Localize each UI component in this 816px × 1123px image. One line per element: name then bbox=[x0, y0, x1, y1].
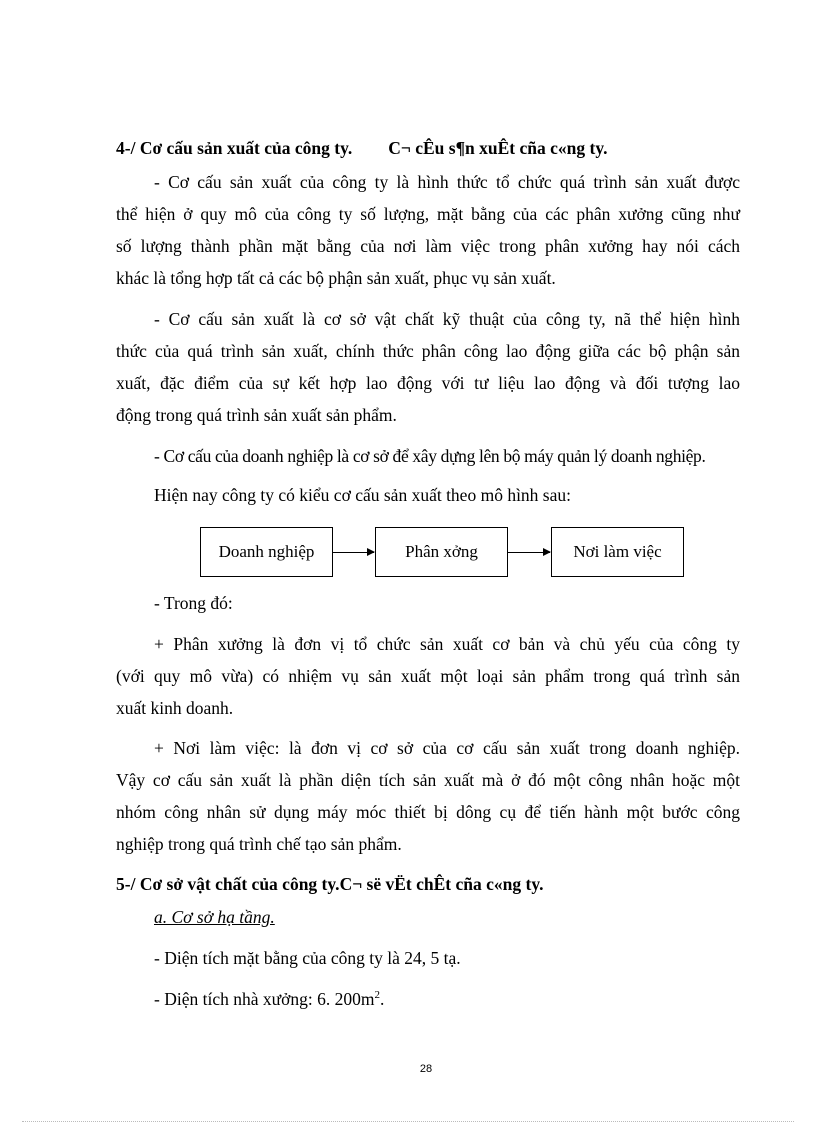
diagram-box-enterprise: Doanh nghiệp bbox=[200, 527, 333, 577]
section-4-number: 4-/ bbox=[116, 138, 136, 158]
section-5-garbled-title: C¬ së vËt chÊt cña c«ng ty. bbox=[339, 874, 544, 894]
section-4-garbled-title: C¬ cÊu s¶n xuÊt cña c«ng ty. bbox=[388, 138, 608, 158]
page-bottom-rule bbox=[22, 1121, 794, 1122]
paragraph-line: - Diện tích mặt bằng của công ty là 24, 5 tạ. bbox=[154, 948, 461, 968]
diagram-box-workshop: Phân xởng bbox=[375, 527, 508, 577]
paragraph-line: động trong quá trình sản xuất sản phẩm. bbox=[116, 405, 397, 425]
paragraph-line: nghiệp trong quá trình chế tạo sản phẩm. bbox=[116, 834, 402, 854]
paragraph-line: + Phân xưởng là đơn vị tổ chức sản xuất cơ bản và chủ yếu của công ty bbox=[154, 634, 740, 654]
paragraph-line: khác là tổng hợp tất cả các bộ phận sản xuất, phục vụ sản xuất. bbox=[116, 268, 556, 288]
paragraph-line: Vậy cơ cấu sản xuất là phần diện tích sản xuất mà ở đó một công nhân hoặc một bbox=[116, 770, 740, 790]
page-number: 28 bbox=[419, 1063, 433, 1075]
section-4-heading bbox=[116, 137, 740, 159]
section-5-title: Cơ sở vật chất của công ty. bbox=[139, 874, 340, 894]
diagram-arrow bbox=[508, 552, 550, 553]
paragraph-line: thức của quá trình sản xuất, chính thức phân công lao động giữa các bộ phận sản bbox=[116, 341, 740, 361]
paragraph-line: số lượng thành phần mặt bằng của nơi làm việc trong phân xưởng hay nói cách bbox=[116, 236, 740, 256]
section-4-title: Cơ cấu sản xuất của công ty. bbox=[139, 138, 353, 158]
paragraph-line: + Nơi làm việc: là đơn vị cơ sở của cơ cấu sản xuất trong doanh nghiệp. bbox=[154, 738, 740, 758]
paragraph-line: thể hiện ở quy mô của công ty số lượng, mặt bằng của các phân xưởng cũng như bbox=[116, 204, 740, 224]
trailing-period: . bbox=[379, 989, 385, 1009]
paragraph-line bbox=[154, 988, 740, 1010]
paragraph-line: Hiện nay công ty có kiểu cơ cấu sản xuất theo mô hình sau: bbox=[154, 485, 571, 505]
subsection-a-heading bbox=[154, 906, 740, 928]
paragraph-line: (với quy mô vừa) có nhiệm vụ sản xuất một loại sản phẩm trong quá trình sản bbox=[116, 666, 740, 686]
superscript: 2 bbox=[374, 989, 380, 1002]
paragraph-line: xuất, đặc điểm của sự kết hợp lao động với tư liệu lao động và đối tượng lao bbox=[116, 373, 740, 393]
subsection-a-title: a. Cơ sở hạ tầng. bbox=[154, 907, 275, 927]
section-5-number: 5-/ bbox=[116, 874, 136, 894]
paragraph-line: - Trong đó: bbox=[154, 593, 233, 613]
section-5-heading bbox=[116, 873, 740, 895]
paragraph-line: - Cơ cấu sản xuất là cơ sở vật chất kỹ thuật của công ty, nã thể hiện hình bbox=[154, 309, 740, 329]
production-structure-diagram bbox=[198, 527, 686, 579]
paragraph-line: - Cơ cấu sản xuất của công ty là hình thức tổ chức quá trình sản xuất được bbox=[154, 172, 740, 192]
diagram-box-workplace: Nơi làm việc bbox=[551, 527, 684, 577]
diagram-arrow bbox=[333, 552, 374, 553]
paragraph-line: nhóm công nhân sử dụng máy móc thiết bị dông cụ để tiến hành một bước công bbox=[116, 802, 740, 822]
paragraph-line: - Cơ cấu của doanh nghiệp là cơ sở để xây dựng lên bộ máy quản lý doanh nghiệp. bbox=[154, 446, 706, 466]
paragraph-line: xuất kinh doanh. bbox=[116, 698, 234, 718]
workshop-area-text: - Diện tích nhà xưởng: 6. 200m bbox=[154, 989, 375, 1009]
